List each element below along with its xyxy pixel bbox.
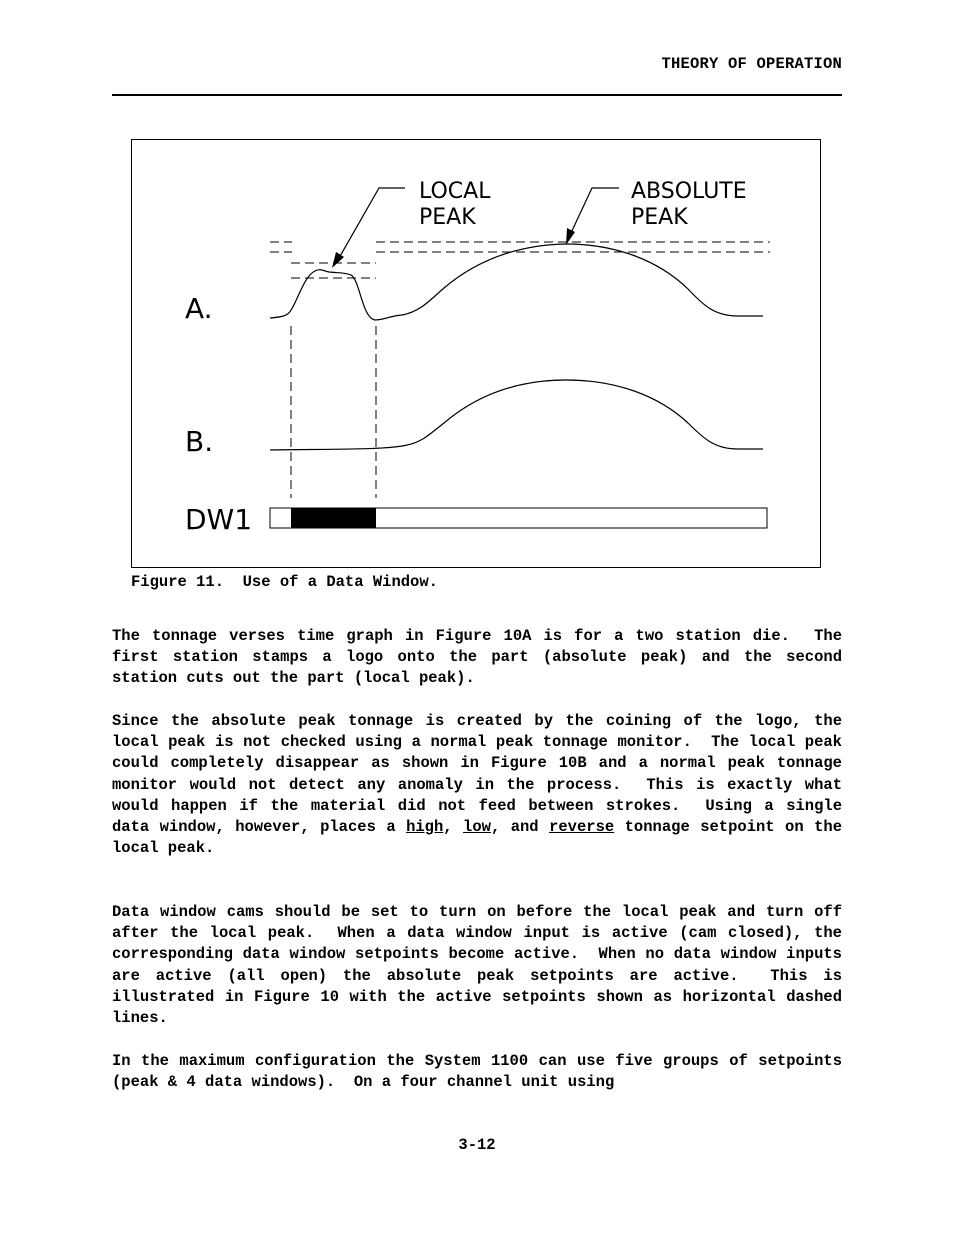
tonnage-trace-b: [270, 380, 763, 450]
paragraph-3: Data window cams should be set to turn on before the local peak and turn off after the local peak. When a data window input is active (cam closed), the corresponding data window setpoints become active. When no data window inputs are active (all open) the absolute peak setpoints are active. This is illustrated in Figure 10 with the active setpoints shown as horizontal dashed lines.: [112, 903, 852, 1028]
local-peak-label-line2: PEAK: [419, 205, 476, 230]
data-window-active-segment: [291, 508, 376, 528]
paragraph-2-end: tonnage setpoint on the local peak.: [112, 818, 852, 858]
paragraph-2: [112, 711, 852, 859]
high-keyword: high: [406, 818, 444, 837]
trace-a-label: A.: [185, 292, 213, 325]
low-keyword: low: [463, 818, 491, 837]
absolute-peak-label-line2: PEAK: [631, 205, 688, 230]
local-peak-label-line1: LOCAL: [419, 179, 491, 204]
running-header: THEORY OF OPERATION: [661, 55, 842, 73]
paragraph-4: In the maximum configuration the System 1100 can use five groups of setpoints (peak & 4 data windows). On a four channel unit using: [112, 1052, 852, 1092]
trace-b-label: B.: [185, 425, 214, 458]
paragraph-2-text: Since the absolute peak tonnage is created by the coining of the logo, the local peak is not checked using a normal peak tonnage monitor. The local peak could completely disappear as shown in Figure 10B and a normal peak tonnage monitor would not detect any anomaly in the process. This is exactly what would happen if the material did not feed between strokes. Using a single data window, however, places a: [112, 712, 852, 837]
figure-data-window: [131, 139, 821, 568]
page-number: 3-12: [458, 1136, 496, 1154]
tonnage-trace-a: [270, 244, 763, 320]
data-window-label: DW1: [185, 503, 253, 536]
local-peak-arrowhead: [332, 252, 344, 268]
local-peak-leader: [339, 188, 405, 258]
reverse-keyword: reverse: [549, 818, 615, 837]
paragraph-1: The tonnage verses time graph in Figure 10A is for a two station die. The first station stamps a logo onto the part (absolute peak) and the second station cuts out the part (local peak).: [112, 627, 852, 688]
separator-2: , and: [490, 818, 550, 837]
header-rule: [112, 94, 842, 96]
absolute-peak-label-line1: ABSOLUTE: [631, 179, 747, 204]
figure-diagram: [132, 140, 822, 569]
separator-1: ,: [443, 818, 464, 837]
absolute-peak-leader: [570, 188, 619, 235]
figure-caption: Figure 11. Use of a Data Window.: [131, 573, 438, 591]
